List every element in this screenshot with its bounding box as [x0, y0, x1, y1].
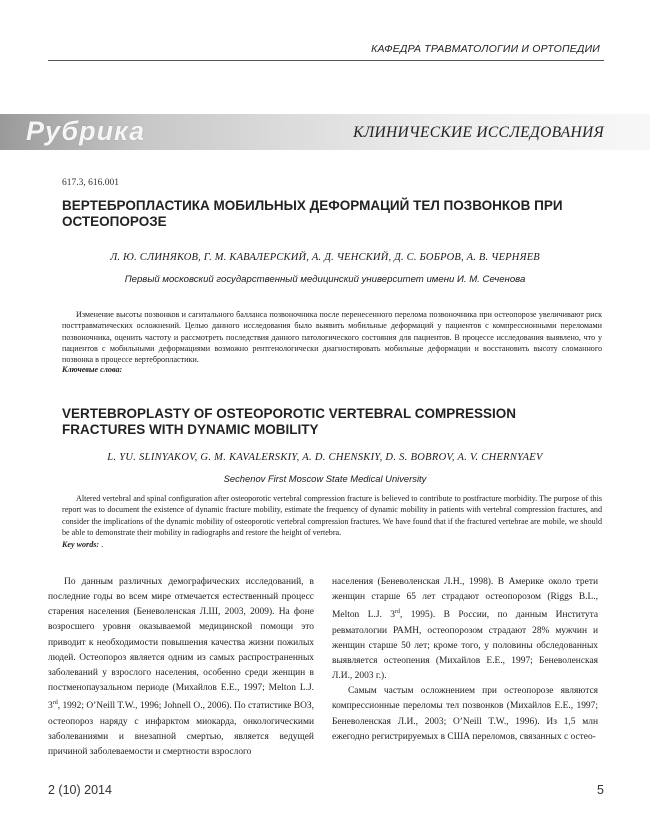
affiliation-en: Sechenov First Moscow State Medical University — [223, 473, 427, 484]
body-column-right — [332, 575, 598, 745]
abstract-en: Altered vertebral and spinal configuration after osteoporotic vertebral compression fracture is believed to contribute to postfracture morbidity. The purpose of this report was to document the existence of dynamic fracture mobility, estimate the frequency of dynamic mobility in patients with vertebral compression fractures, and consider the implications of the dynamic mobility of osteoporotic vertebral compression fractures. We have found that if the fractured vertebrae are mobile, we should be able to demonstrate their mobility in radiographs and restore the height of vertebra. — [62, 494, 602, 537]
udc-code: 617.3, 616.001 — [62, 178, 119, 188]
body-paragraph: Самым частым осложнением при остеопорозе являются компрессионные переломы тел позвонков (Михайлов Е.Е., 1997; Беневоленская Л.И., 2003; O’Neill T.W., 1996). Из 1,5 млн ежегодно регистрируемых в США переломов, связанных с остео- — [332, 686, 598, 742]
keywords-label-ru: Ключевые слова: — [62, 365, 123, 374]
keywords-ru — [62, 365, 122, 374]
header-rule — [48, 60, 604, 61]
superscript: rd — [395, 609, 401, 616]
article-title-en: VERTEBROPLASTY OF OSTEOPOROTIC VERTEBRAL COMPRESSION FRACTURES WITH DYNAMIC MOBILITY — [62, 406, 517, 437]
rubric-label: Рубрика — [26, 116, 146, 146]
issue-number: 2 (10) 2014 — [48, 783, 112, 797]
article-title-ru: ВЕРТЕБРОПЛАСТИКА МОБИЛЬНЫХ ДЕФОРМАЦИЙ ТЕЛ ПОЗВОНКОВ ПРИ ОСТЕОПОРОЗЕ — [62, 198, 563, 229]
authors-en: L. YU. SLINYAKOV, G. M. KAVALERSKIY, A. D. CHENSKIY, D. S. BOBROV, A. V. CHERNYAEV — [107, 452, 543, 463]
section-title: КЛИНИЧЕСКИЕ ИССЛЕДОВАНИЯ — [353, 124, 604, 141]
keywords-en — [62, 540, 103, 549]
body-text: , 1992; O’Neill T.W., 1996; Johnell O., 2006). По статистике ВОЗ, остеопороз наряду с инфарктом миокарда, онкологическими заболеваниями и внезапной смертью, является ведущей причиной заболеваемости и смертности взрослого — [48, 701, 314, 757]
body-column-left — [48, 575, 314, 760]
body-text: , 1995). В России, по данным Института ревматологии РАМН, остеопорозом страдают 28% мужчин и женщин старше 50 лет; кроме того, у половины обследованных выявляется остеопения (Михайлов Е.Е., 1997; Беневоленская Л.И., 2003 г.). — [332, 610, 599, 682]
authors-ru: Л. Ю. СЛИНЯКОВ, Г. М. КАВАЛЕРСКИЙ, А. Д. ЧЕНСКИЙ, Д. С. БОБРОВ, А. В. ЧЕРНЯЕВ — [110, 252, 540, 263]
body-text: По данным различных демографических исследований, в последние годы во всем мире отмечается естественный процесс старения населения (Беневоленская Л.Ш, 2003, 2009). На фоне возросшего уровня оказываемой медицинской помощи это приводит к необходимости повышения качества жизни пожилых людей. Остеопороз является одним из самых распространенных заболеваний у взрослого населения, особенно среди женщин в постменопаузальном периоде (Михайлов Е.Е., 1997; Melton L.J. 3 — [48, 577, 314, 712]
affiliation-ru: Первый московский государственный медицинский университет имени И. М. Сеченова — [124, 274, 526, 285]
body-paragraph — [332, 575, 598, 684]
keywords-label-en: Key words: — [62, 540, 100, 549]
abstract-ru: Изменение высоты позвонков и сагитального балланса позвоночника после перенесенного перелома позвоночника при остеопорозе увеличивают риск посттравматических осложнений. Целью данного исследования было выявить мобильные деформаций у пациентов с компрессионными переломами позвоночника, оценить частоту и рассмотреть последствия данного патологического состояния для пациентов. В процессе исследования выявлено, что у пациентов с мобильными деформациями возможно рентгенологически диагностировать мобильные деформации и восстановить высоту сломанного позвонка в процессе вертебропластики. — [62, 310, 602, 365]
superscript: rd — [52, 700, 58, 707]
keywords-value-en: . — [99, 540, 104, 549]
body-paragraph — [48, 575, 314, 760]
department-header: КАФЕДРА ТРАВМАТОЛОГИИ И ОРТОПЕДИИ — [371, 43, 600, 55]
body-text: населения (Беневоленская Л.Н., 1998). В Америке около трети женщин старше 65 лет страдают остеопорозом (Riggs B.L., Melton L.J. 3 — [332, 577, 598, 621]
page-number: 5 — [597, 783, 604, 797]
